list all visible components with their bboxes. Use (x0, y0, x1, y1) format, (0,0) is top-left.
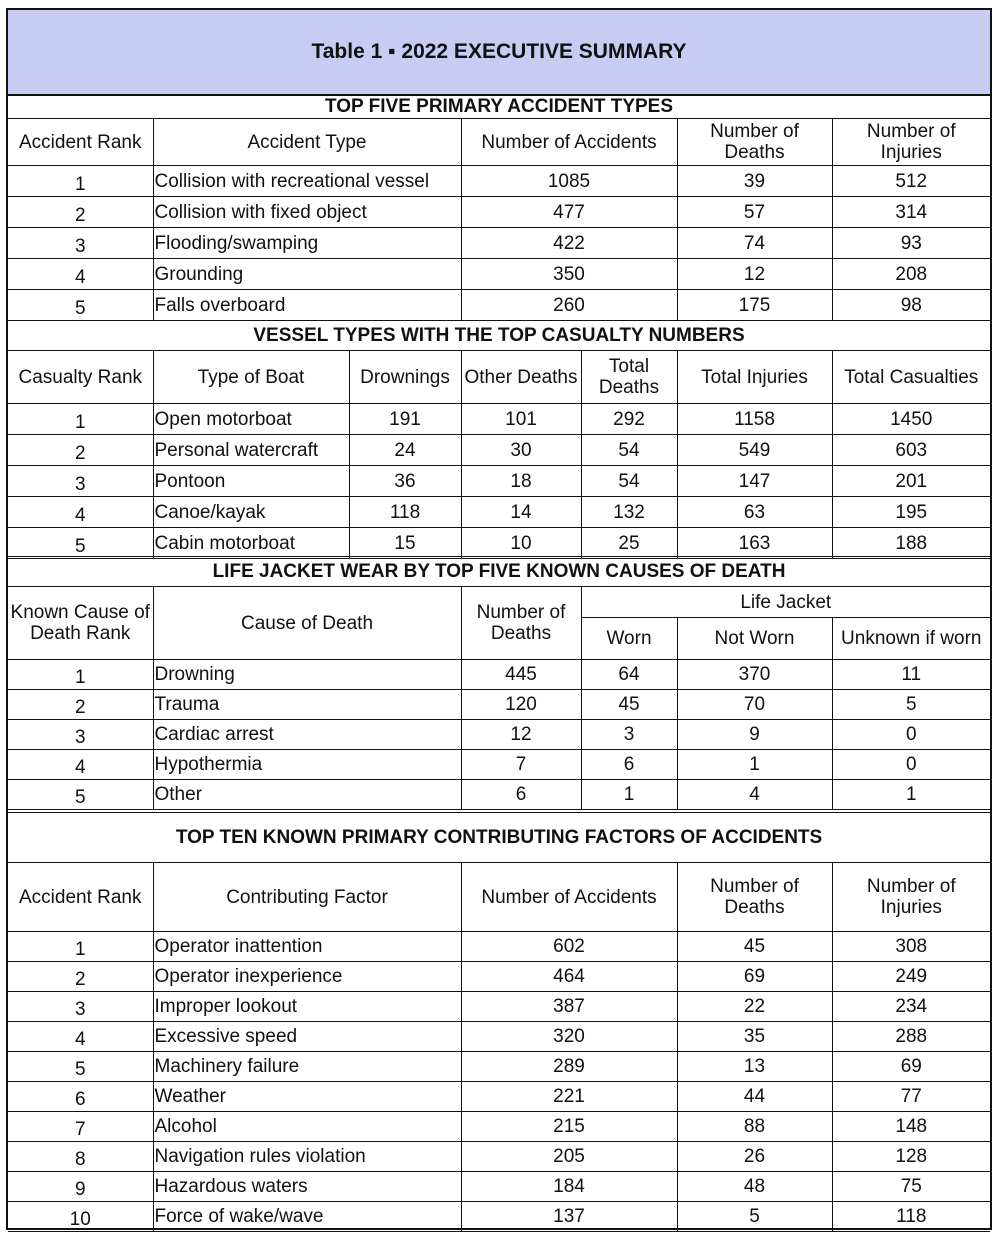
value-cell: 195 (832, 497, 990, 528)
column-header: Total Deaths (581, 351, 677, 404)
value-cell: 13 (677, 1052, 832, 1082)
value-cell: 147 (677, 466, 832, 497)
value-cell: 603 (832, 435, 990, 466)
column-header: Number of Deaths (677, 863, 832, 932)
rank-number: 3 (74, 235, 86, 257)
table-row (8, 690, 990, 720)
rank-number: 3 (74, 727, 86, 748)
value-cell: 48 (677, 1172, 832, 1202)
value-cell: 57 (677, 197, 832, 228)
rank-number: 1 (74, 173, 86, 195)
value-cell: 549 (677, 435, 832, 466)
rank-cell (8, 962, 153, 992)
value-cell: 0 (832, 750, 990, 780)
value-cell: 3 (581, 720, 677, 750)
value-cell: 208 (832, 259, 990, 290)
rank-cell (8, 1172, 153, 1202)
table-row (8, 466, 990, 497)
rank-cell (8, 1202, 153, 1232)
table-row (8, 1142, 990, 1172)
column-header: Unknown if worn (832, 618, 990, 660)
value-cell: 36 (349, 466, 461, 497)
rank-cell (8, 497, 153, 528)
rank-number: 4 (74, 757, 86, 778)
label-cell: Other (153, 780, 461, 810)
rank-number: 3 (74, 999, 86, 1020)
life-jacket-table (8, 556, 990, 810)
column-header: Accident Rank (8, 863, 153, 932)
rank-number: 4 (74, 266, 86, 288)
label-cell: Hypothermia (153, 750, 461, 780)
value-cell: 44 (677, 1082, 832, 1112)
rank-number: 2 (74, 442, 86, 464)
value-cell: 118 (349, 497, 461, 528)
label-cell: Collision with recreational vessel (153, 166, 461, 197)
value-cell: 54 (581, 435, 677, 466)
table-row (8, 750, 990, 780)
label-cell: Pontoon (153, 466, 349, 497)
value-cell: 163 (677, 528, 832, 559)
rank-number: 2 (74, 697, 86, 718)
label-cell: Operator inexperience (153, 962, 461, 992)
value-cell: 6 (461, 780, 581, 810)
value-cell: 137 (461, 1202, 677, 1232)
rank-cell (8, 290, 153, 321)
rank-number: 5 (74, 787, 86, 808)
value-cell: 15 (349, 528, 461, 559)
value-cell: 12 (461, 720, 581, 750)
value-cell: 9 (677, 720, 832, 750)
rank-cell (8, 466, 153, 497)
table-title: Table 1 ▪ 2022 EXECUTIVE SUMMARY (8, 10, 990, 96)
column-header: Other Deaths (461, 351, 581, 404)
rank-cell (8, 404, 153, 435)
value-cell: 101 (461, 404, 581, 435)
section-heading: VESSEL TYPES WITH THE TOP CASUALTY NUMBERS (8, 321, 990, 351)
value-cell: 14 (461, 497, 581, 528)
label-cell: Personal watercraft (153, 435, 349, 466)
value-cell: 234 (832, 992, 990, 1022)
table-row (8, 497, 990, 528)
label-cell: Machinery failure (153, 1052, 461, 1082)
label-cell: Grounding (153, 259, 461, 290)
value-cell: 45 (677, 932, 832, 962)
label-cell: Flooding/swamping (153, 228, 461, 259)
label-cell: Collision with fixed object (153, 197, 461, 228)
table-row (8, 435, 990, 466)
column-header: Accident Type (153, 119, 461, 166)
rank-cell (8, 932, 153, 962)
rank-number: 1 (74, 411, 86, 433)
value-cell: 35 (677, 1022, 832, 1052)
column-header: Type of Boat (153, 351, 349, 404)
rank-cell (8, 1142, 153, 1172)
table-row (8, 1172, 990, 1202)
contributing-factors-table (8, 812, 990, 1232)
value-cell: 98 (832, 290, 990, 321)
column-header: Number of Injuries (832, 863, 990, 932)
rank-cell (8, 992, 153, 1022)
value-cell: 75 (832, 1172, 990, 1202)
rank-cell (8, 1022, 153, 1052)
rank-cell (8, 780, 153, 810)
value-cell: 188 (832, 528, 990, 559)
table-row (8, 166, 990, 197)
value-cell: 39 (677, 166, 832, 197)
rank-number: 4 (74, 504, 86, 526)
rank-number: 3 (74, 473, 86, 495)
value-cell: 205 (461, 1142, 677, 1172)
rank-cell (8, 690, 153, 720)
value-cell: 88 (677, 1112, 832, 1142)
value-cell: 512 (832, 166, 990, 197)
value-cell: 77 (832, 1082, 990, 1112)
value-cell: 602 (461, 932, 677, 962)
rank-number: 2 (74, 204, 86, 226)
value-cell: 93 (832, 228, 990, 259)
value-cell: 0 (832, 720, 990, 750)
value-cell: 120 (461, 690, 581, 720)
value-cell: 69 (677, 962, 832, 992)
label-cell: Operator inattention (153, 932, 461, 962)
column-header: Known Cause of Death Rank (8, 587, 153, 660)
summary-table-frame (6, 8, 992, 1230)
value-cell: 12 (677, 259, 832, 290)
value-cell: 10 (461, 528, 581, 559)
rank-cell (8, 660, 153, 690)
value-cell: 175 (677, 290, 832, 321)
value-cell: 69 (832, 1052, 990, 1082)
column-header: Casualty Rank (8, 351, 153, 404)
table-row (8, 228, 990, 259)
rank-cell (8, 1052, 153, 1082)
rank-cell (8, 197, 153, 228)
value-cell: 5 (832, 690, 990, 720)
value-cell: 260 (461, 290, 677, 321)
value-cell: 191 (349, 404, 461, 435)
rank-number: 5 (74, 535, 86, 557)
value-cell: 387 (461, 992, 677, 1022)
value-cell: 1085 (461, 166, 677, 197)
column-header: Number of Accidents (461, 119, 677, 166)
value-cell: 70 (677, 690, 832, 720)
label-cell: Navigation rules violation (153, 1142, 461, 1172)
label-cell: Cardiac arrest (153, 720, 461, 750)
rank-number: 1 (74, 667, 86, 688)
label-cell: Cabin motorboat (153, 528, 349, 559)
value-cell: 445 (461, 660, 581, 690)
value-cell: 25 (581, 528, 677, 559)
rank-number: 2 (74, 969, 86, 990)
value-cell: 7 (461, 750, 581, 780)
table-row (8, 1052, 990, 1082)
column-header: Cause of Death (153, 587, 461, 660)
column-header: Worn (581, 618, 677, 660)
table-row (8, 780, 990, 810)
value-cell: 1 (581, 780, 677, 810)
value-cell: 148 (832, 1112, 990, 1142)
rank-number: 4 (74, 1029, 86, 1050)
value-cell: 314 (832, 197, 990, 228)
value-cell: 221 (461, 1082, 677, 1112)
column-header: Accident Rank (8, 119, 153, 166)
value-cell: 350 (461, 259, 677, 290)
label-cell: Drowning (153, 660, 461, 690)
value-cell: 201 (832, 466, 990, 497)
rank-cell (8, 720, 153, 750)
table-row (8, 1022, 990, 1052)
value-cell: 477 (461, 197, 677, 228)
rank-number: 5 (74, 297, 86, 319)
rank-cell (8, 228, 153, 259)
value-cell: 184 (461, 1172, 677, 1202)
value-cell: 24 (349, 435, 461, 466)
value-cell: 292 (581, 404, 677, 435)
table-row (8, 1202, 990, 1232)
column-header: Number of Deaths (461, 587, 581, 660)
label-cell: Canoe/kayak (153, 497, 349, 528)
value-cell: 249 (832, 962, 990, 992)
table-row (8, 720, 990, 750)
label-cell: Hazardous waters (153, 1172, 461, 1202)
value-cell: 320 (461, 1022, 677, 1052)
table-row (8, 932, 990, 962)
value-cell: 118 (832, 1202, 990, 1232)
value-cell: 54 (581, 466, 677, 497)
value-cell: 422 (461, 228, 677, 259)
rank-cell (8, 166, 153, 197)
column-group-header: Life Jacket (581, 587, 990, 618)
value-cell: 74 (677, 228, 832, 259)
label-cell: Open motorboat (153, 404, 349, 435)
label-cell: Improper lookout (153, 992, 461, 1022)
value-cell: 215 (461, 1112, 677, 1142)
label-cell: Falls overboard (153, 290, 461, 321)
value-cell: 22 (677, 992, 832, 1022)
value-cell: 11 (832, 660, 990, 690)
value-cell: 132 (581, 497, 677, 528)
value-cell: 1450 (832, 404, 990, 435)
value-cell: 289 (461, 1052, 677, 1082)
vessel-types-table (8, 320, 990, 559)
value-cell: 64 (581, 660, 677, 690)
label-cell: Weather (153, 1082, 461, 1112)
value-cell: 464 (461, 962, 677, 992)
rank-cell (8, 435, 153, 466)
table-row (8, 962, 990, 992)
value-cell: 45 (581, 690, 677, 720)
value-cell: 63 (677, 497, 832, 528)
value-cell: 5 (677, 1202, 832, 1232)
rank-cell (8, 528, 153, 559)
table-row (8, 290, 990, 321)
label-cell: Excessive speed (153, 1022, 461, 1052)
rank-number: 10 (69, 1209, 91, 1230)
value-cell: 6 (581, 750, 677, 780)
column-header: Number of Injuries (832, 119, 990, 166)
value-cell: 1 (832, 780, 990, 810)
rank-number: 1 (74, 939, 86, 960)
rank-cell (8, 1112, 153, 1142)
section-heading: LIFE JACKET WEAR BY TOP FIVE KNOWN CAUSES OF DEATH (8, 557, 990, 587)
label-cell: Force of wake/wave (153, 1202, 461, 1232)
table-row (8, 528, 990, 559)
value-cell: 26 (677, 1142, 832, 1172)
table-row (8, 992, 990, 1022)
accident-types-table (8, 94, 990, 321)
label-cell: Trauma (153, 690, 461, 720)
rank-number: 7 (74, 1119, 86, 1140)
value-cell: 1158 (677, 404, 832, 435)
rank-number: 8 (74, 1149, 86, 1170)
table-row (8, 404, 990, 435)
value-cell: 4 (677, 780, 832, 810)
column-header: Drownings (349, 351, 461, 404)
column-header: Contributing Factor (153, 863, 461, 932)
value-cell: 308 (832, 932, 990, 962)
table-row (8, 197, 990, 228)
section-heading: TOP FIVE PRIMARY ACCIDENT TYPES (8, 95, 990, 119)
value-cell: 1 (677, 750, 832, 780)
column-header: Not Worn (677, 618, 832, 660)
column-header: Number of Deaths (677, 119, 832, 166)
column-header: Total Casualties (832, 351, 990, 404)
table-row (8, 1082, 990, 1112)
label-cell: Alcohol (153, 1112, 461, 1142)
rank-number: 5 (74, 1059, 86, 1080)
column-header: Number of Accidents (461, 863, 677, 932)
value-cell: 288 (832, 1022, 990, 1052)
rank-cell (8, 750, 153, 780)
section-heading: TOP TEN KNOWN PRIMARY CONTRIBUTING FACTORS OF ACCIDENTS (8, 813, 990, 863)
value-cell: 128 (832, 1142, 990, 1172)
table-row (8, 259, 990, 290)
rank-number: 6 (74, 1089, 86, 1110)
table-row (8, 660, 990, 690)
rank-number: 9 (74, 1179, 86, 1200)
value-cell: 30 (461, 435, 581, 466)
value-cell: 18 (461, 466, 581, 497)
rank-cell (8, 1082, 153, 1112)
table-row (8, 1112, 990, 1142)
value-cell: 370 (677, 660, 832, 690)
column-header: Total Injuries (677, 351, 832, 404)
rank-cell (8, 259, 153, 290)
